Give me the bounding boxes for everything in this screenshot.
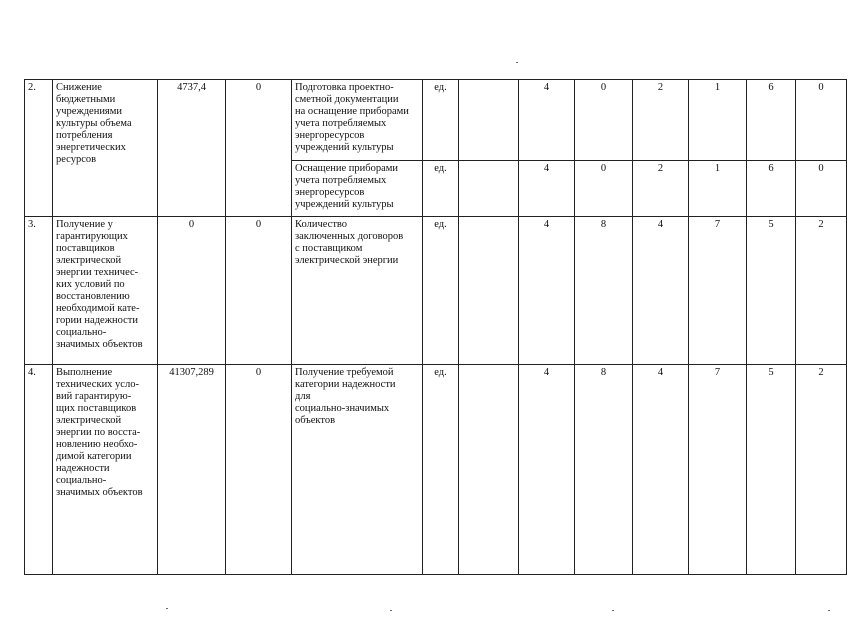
table-row <box>25 217 847 365</box>
value-1: 4 <box>519 161 575 217</box>
funding-amount: 4737,4 <box>158 80 226 217</box>
funding-amount: 41307,289 <box>158 365 226 575</box>
table-row <box>25 80 847 161</box>
base-value <box>459 217 519 365</box>
indicator-name: Количество заключенных договоров с поставщиком электрической энергии <box>292 217 423 365</box>
value-6: 0 <box>796 80 847 161</box>
row-index: 4. <box>25 365 53 575</box>
unit: ед. <box>423 365 459 575</box>
funding-other: 0 <box>226 80 292 217</box>
value-1: 4 <box>519 217 575 365</box>
value-3: 2 <box>633 80 689 161</box>
value-5: 5 <box>747 365 796 575</box>
value-6: 0 <box>796 161 847 217</box>
unit: ед. <box>423 161 459 217</box>
value-3: 2 <box>633 161 689 217</box>
value-5: 6 <box>747 161 796 217</box>
value-3: 4 <box>633 365 689 575</box>
value-5: 6 <box>747 80 796 161</box>
scan-speck <box>166 608 168 609</box>
value-2: 0 <box>575 80 633 161</box>
scan-speck <box>516 62 518 63</box>
value-1: 4 <box>519 80 575 161</box>
base-value <box>459 365 519 575</box>
unit: ед. <box>423 217 459 365</box>
row-index: 2. <box>25 80 53 217</box>
value-5: 5 <box>747 217 796 365</box>
scan-speck <box>612 610 614 611</box>
indicator-name: Получение требуемой категории надежности для социально-значимых объектов <box>292 365 423 575</box>
value-3: 4 <box>633 217 689 365</box>
scan-speck <box>828 610 830 611</box>
base-value <box>459 161 519 217</box>
measure-name: Получение у гарантирующих поставщиков электрической энергии техничес- ких условий по восстановлению необходимой кате- гории надежности социально- значимых объектов <box>53 217 158 365</box>
value-4: 7 <box>689 217 747 365</box>
indicator-name: Оснащение приборами учета потребляемых энергоресурсов учреждений культуры <box>292 161 423 217</box>
value-4: 1 <box>689 80 747 161</box>
value-2: 8 <box>575 365 633 575</box>
program-indicators-table <box>24 79 847 575</box>
value-2: 8 <box>575 217 633 365</box>
row-index: 3. <box>25 217 53 365</box>
value-1: 4 <box>519 365 575 575</box>
value-6: 2 <box>796 365 847 575</box>
funding-other: 0 <box>226 365 292 575</box>
unit: ед. <box>423 80 459 161</box>
base-value <box>459 80 519 161</box>
measure-name: Выполнение технических усло- вий гарантирую- щих поставщиков электрической энергии по восста- новлению необхо- димой категории надежности социально- значимых объектов <box>53 365 158 575</box>
funding-other: 0 <box>226 217 292 365</box>
funding-amount: 0 <box>158 217 226 365</box>
value-6: 2 <box>796 217 847 365</box>
value-2: 0 <box>575 161 633 217</box>
measure-name: Снижение бюджетными учреждениями культуры объема потребления энергетических ресурсов <box>53 80 158 217</box>
value-4: 7 <box>689 365 747 575</box>
scan-speck <box>390 610 392 611</box>
indicator-name: Подготовка проектно- сметной документации на оснащение приборами учета потребляемых энергоресурсов учреждений культуры <box>292 80 423 161</box>
table-row <box>25 365 847 575</box>
value-4: 1 <box>689 161 747 217</box>
